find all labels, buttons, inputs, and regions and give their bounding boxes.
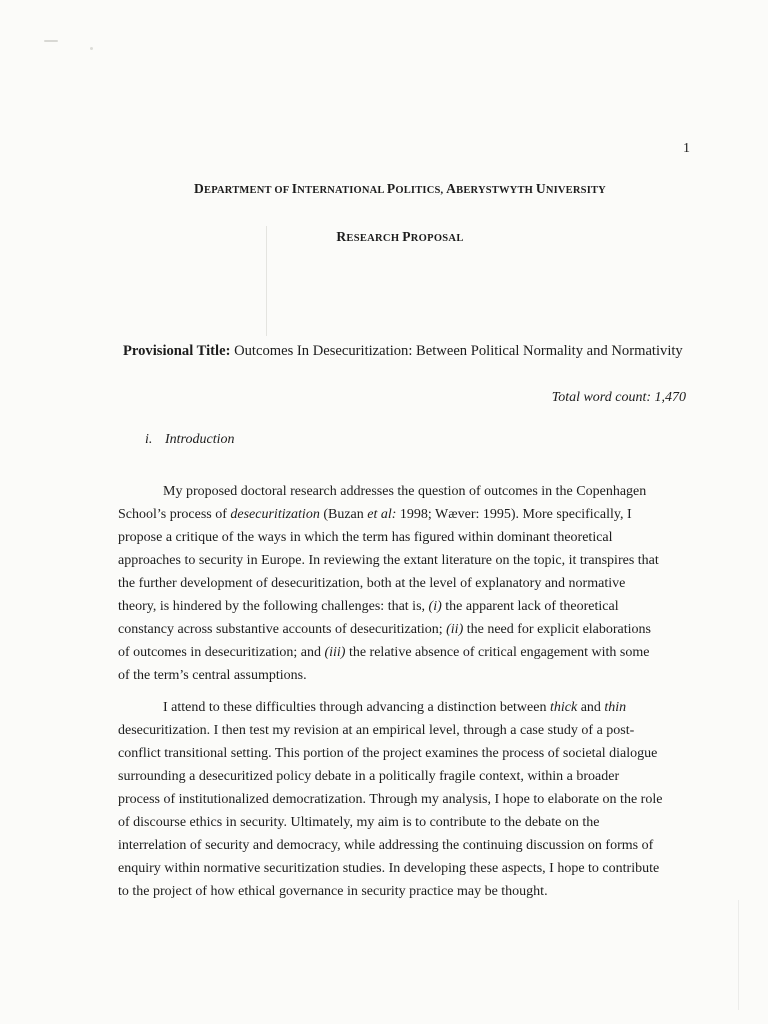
text-run: My proposed doctoral research addresses the question of outcomes in the Copenhagen: [163, 484, 647, 499]
department-word: POLITICS,: [386, 181, 447, 196]
text-line: [118, 664, 678, 687]
italic-run: desecuritization: [230, 507, 320, 522]
text-line: [118, 719, 678, 742]
text-line: [118, 742, 678, 765]
text-run: of the term’s central assumptions.: [118, 668, 307, 683]
text-run: constancy across substantive accounts of desecuritization;: [118, 622, 447, 637]
department-word: ABERYSTWYTH: [446, 181, 536, 196]
text-run: (Buzan: [319, 507, 368, 522]
page-number: 1: [683, 141, 690, 156]
text-run: the relative absence of critical engagement with some: [345, 645, 650, 660]
text-run: and: [577, 700, 605, 715]
research-proposal-heading: [0, 229, 768, 245]
text-run: School’s process of: [118, 507, 231, 522]
italic-run: et al:: [367, 507, 397, 522]
italic-run: thick: [549, 700, 578, 715]
text-line: [118, 480, 678, 503]
text-run: to the project of how ethical governance in security practice may be thought.: [118, 884, 548, 899]
text-run: of discourse ethics in security. Ultimately, my aim is to contribute to the debate on the: [118, 815, 600, 830]
proposal-word: RESEARCH: [336, 229, 403, 244]
provisional-title: [123, 343, 683, 360]
text-run: conflict transitional setting. This portion of the project examines the process of societal dialogue: [118, 746, 658, 761]
text-line: [118, 641, 678, 664]
text-line: [118, 595, 678, 618]
text-line: [118, 549, 678, 572]
paragraph-introduction-1: [118, 480, 678, 687]
proposal-word: PROPOSAL: [402, 229, 464, 244]
text-run: process of institutionalized democratization. Through my analysis, I hope to elaborate on the role: [118, 792, 663, 807]
text-line: [118, 811, 678, 834]
italic-run: (iii): [324, 645, 346, 660]
text-run: the apparent lack of theoretical: [441, 599, 619, 614]
text-run: the further development of desecuritization, both at the level of explanatory and normative: [118, 576, 626, 591]
text-line: [118, 765, 678, 788]
scan-artifact-line: [738, 900, 739, 1010]
italic-run: (ii): [446, 622, 464, 637]
italic-run: thin: [604, 700, 627, 715]
text-run: interrelation of security and democracy, while addressing the continuing discussion on forms of: [118, 838, 654, 853]
text-run: surrounding a desecuritized policy debate in a politically fragile context, within a broader: [118, 769, 620, 784]
text-run: I attend to these difficulties through advancing a distinction between: [163, 700, 550, 715]
text-line: [118, 880, 678, 903]
department-word: UNIVERSITY: [535, 181, 606, 196]
text-line: [118, 788, 678, 811]
text-line: [118, 857, 678, 880]
paragraph-introduction-2: [118, 696, 678, 903]
text-run: approaches to security in Europe. In reviewing the extant literature on the topic, it transpires that: [118, 553, 659, 568]
scan-artifact: [44, 40, 58, 42]
department-heading: [0, 181, 768, 197]
text-run: the need for explicit elaborations: [463, 622, 651, 637]
word-count: Total word count: 1,470: [551, 390, 686, 405]
department-word: INTERNATIONAL: [291, 181, 387, 196]
section-number: i.: [145, 432, 153, 447]
text-run: theory, is hindered by the following challenges: that is,: [118, 599, 429, 614]
text-line: [118, 696, 678, 719]
text-run: propose a critique of the ways in which the term has figured within dominant theoretical: [118, 530, 613, 545]
text-run: 1998; Wæver: 1995). More specifically, I: [396, 507, 632, 522]
provisional-title-label: Provisional Title:: [123, 343, 231, 359]
text-line: [118, 503, 678, 526]
italic-run: (i): [428, 599, 442, 614]
text-line: [118, 572, 678, 595]
text-run: enquiry within normative securitization studies. In developing these aspects, I hope to contribute: [118, 861, 660, 876]
text-line: [118, 526, 678, 549]
provisional-title-text: Outcomes In Desecuritization: Between Political Normality and Normativity: [230, 343, 683, 359]
section-title: Introduction: [165, 432, 235, 447]
text-run: desecuritization. I then test my revision at an empirical level, through a case study of a post-: [118, 723, 635, 738]
department-word: DEPARTMENT OF: [194, 181, 292, 196]
section-heading: [145, 432, 234, 448]
text-line: [118, 618, 678, 641]
text-line: [118, 834, 678, 857]
text-run: of outcomes in desecuritization; and: [118, 645, 325, 660]
scan-artifact: [90, 47, 93, 50]
